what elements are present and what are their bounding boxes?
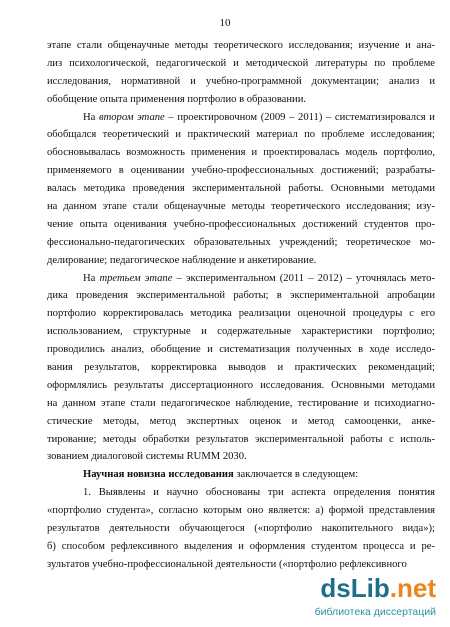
text-line: лиз психологической, педагогической и методической литературы по проблеме: [47, 57, 435, 69]
watermark: [298, 573, 436, 623]
paragraph: [47, 109, 435, 270]
italic-emphasis: третьем этапе: [99, 272, 173, 284]
watermark-logo-part1: dsLib: [320, 573, 390, 603]
text-line: дика проведения экспериментальной работы; в экспериментальной апробации: [47, 290, 435, 302]
text-line: зованием диалоговой системы RUMM 2030.: [47, 451, 247, 463]
text-line: на данном этапе стали педагогическое наблюдение, тестирование и психодиагно-: [47, 397, 435, 409]
text-line: результатов деятельности обучающегося («портфолио накопительного вида»);: [47, 523, 435, 535]
text-line: этапе стали общенаучные методы теоретического исследования; изучение и ана-: [47, 40, 435, 51]
watermark-logo-part2: .net: [389, 573, 436, 603]
text-line: На третьем этапе – экспериментальном (2011 – 2012) – уточнялась мето-: [83, 272, 435, 284]
text-line: «портфолио студента», согласно которым оно является: а) формой представления: [47, 505, 435, 517]
text-line: На втором этапе – проектировочном (2009 – 2011) – систематизировался и: [83, 111, 435, 123]
text-line: 1. Выявлены и научно обоснованы три аспекта определения понятия: [83, 487, 435, 499]
paragraph: [47, 484, 435, 573]
text-line: портфолио корректировалась методика реализации оценочной процедуры с его: [47, 308, 435, 320]
text-line: чение опыта оценивания учебно-профессиональных достижений студентов про-: [47, 218, 435, 230]
paragraph: [47, 37, 435, 109]
text-line: б) способом рефлексивного выделения и оформления студентом процесса и ре-: [47, 540, 435, 552]
text-line: вания результатов, корректировка выводов и практических рекомендаций;: [47, 362, 435, 374]
text-line: исследования, нормативной и учебно-программной документации; анализ и: [47, 75, 435, 87]
document-body: [47, 37, 435, 574]
text-line: тирование; методы обработки результатов экспериментальной работы с исполь-: [47, 433, 435, 445]
watermark-subtitle: библиотека диссертаций: [314, 606, 436, 618]
text-line: использованием, структурные и содержательные характеристики портфолио;: [47, 326, 435, 338]
watermark-logo: [298, 573, 436, 603]
text-line: обобщение опыта применения портфолио в образовании.: [47, 93, 307, 105]
text-line: применяемого в оценивании учебно-профессиональных достижений; разрабаты-: [47, 165, 435, 177]
text-line: обосновывалась возможность применения и проектировалась модель портфолио,: [47, 147, 435, 159]
text-line: делирование; педагогическое наблюдение и анкетирование.: [47, 254, 317, 266]
text-line: стические методы, метод экспертных оценок и метод самооценки, анке-: [47, 415, 435, 427]
italic-emphasis: втором этапе: [99, 111, 165, 123]
text-line: проводились анализ, обобщение и систематизация полученных в ходе исследо-: [47, 344, 435, 356]
text-line: валась методика проведения экспериментальной работы. Основными методами: [47, 183, 435, 195]
page-number: 10: [219, 17, 231, 29]
text-line: Научная новизна исследования заключается в следующем:: [83, 469, 359, 481]
text-line: обобщался теоретический и практический материал по проблеме исследования;: [47, 129, 435, 141]
bold-emphasis: Научная новизна исследования: [83, 469, 234, 481]
text-line: зультатов учебно-профессиональной деятельности («портфолио рефлексивного: [47, 558, 407, 570]
text-line: фессионально-педагогических образовательных учреждений; теоретическое мо-: [47, 236, 435, 248]
paragraph: [47, 466, 435, 484]
paragraph: [47, 270, 435, 467]
text-line: на данном этапе стали общенаучные методы теоретического исследования; изу-: [47, 201, 435, 213]
text-line: оформлялись результаты диссертационного исследования. Основными методами: [47, 379, 435, 391]
